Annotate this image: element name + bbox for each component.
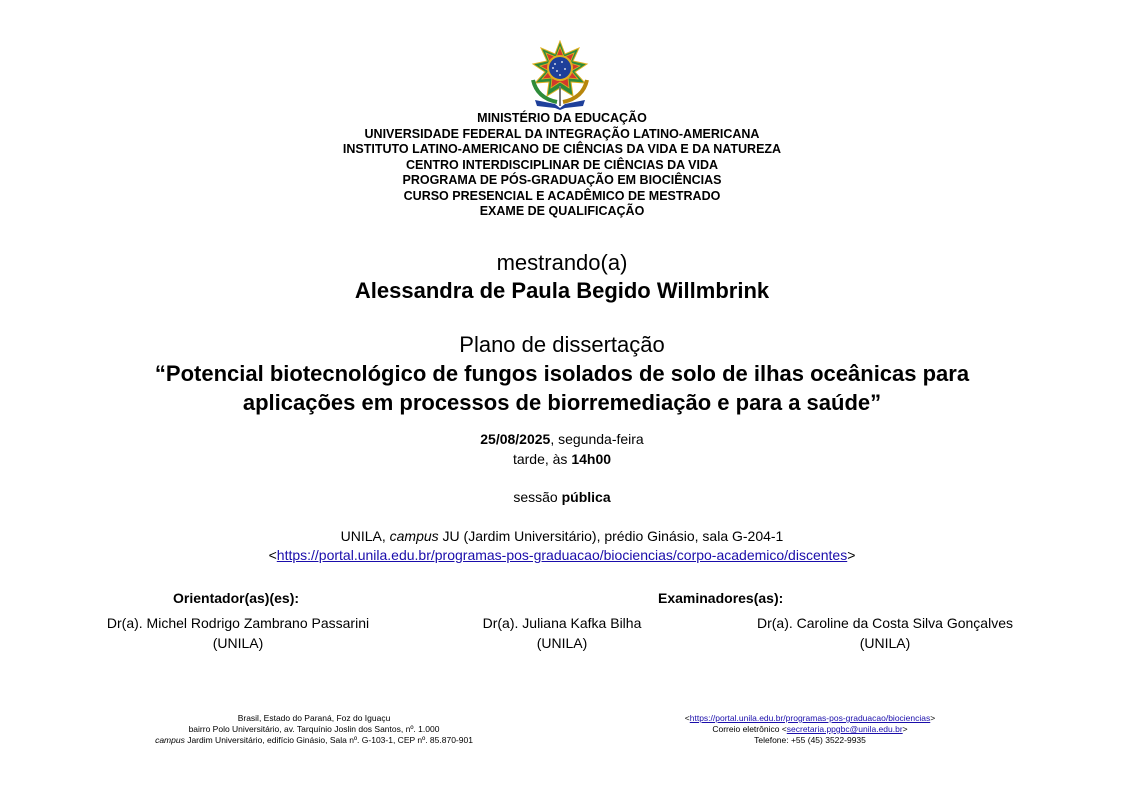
- examiners-heading: Examinadores(as):: [658, 590, 784, 606]
- footer-url-close: >: [930, 713, 936, 723]
- footer-url-open: <: [684, 713, 690, 723]
- footer-address-line-1: Brasil, Estado do Paraná, Foz do Iguaçu: [237, 713, 391, 723]
- footer-email-prefix: Correio eletrônico <: [712, 724, 787, 734]
- session-prefix: sessão: [513, 489, 562, 505]
- document-type: Plano de dissertação: [459, 332, 665, 357]
- header-line-university: UNIVERSIDADE FEDERAL DA INTEGRAÇÃO LATINO-AMERICANA: [364, 126, 760, 141]
- footer-address-line-3: [114, 735, 514, 746]
- footer-campus-word: campus: [155, 735, 185, 745]
- examiner-entry-2: [735, 613, 1035, 653]
- advisor-entry: [88, 613, 388, 653]
- session-type: pública: [561, 489, 611, 505]
- program-link-line: [0, 547, 1124, 563]
- student-name: Alessandra de Paula Begido Willmbrink: [354, 278, 770, 303]
- coat-of-arms-seal: [527, 40, 593, 110]
- advisor-heading: Orientador(as)(es):: [173, 590, 300, 606]
- header-line-center: CENTRO INTERDISCIPLINAR DE CIÊNCIAS DA VIDA: [405, 157, 719, 172]
- examiner-2-name: Dr(a). Caroline da Costa Silva Gonçalves: [757, 615, 1013, 631]
- header-line-exam: EXAME DE QUALIFICAÇÃO: [479, 204, 645, 218]
- program-students-link[interactable]: https://portal.unila.edu.br/programas-pos-graduacao/biociencias/corpo-academico/discentes: [276, 547, 848, 563]
- link-open-bracket: <: [268, 547, 277, 563]
- dissertation-title-line-2: aplicações em processos de biorremediação e para a saúde”: [242, 390, 882, 415]
- student-role: mestrando(a): [496, 250, 628, 275]
- examiner-entry-1: [462, 613, 662, 653]
- footer-email-line: [610, 724, 1010, 735]
- location-prefix: UNILA,: [340, 528, 390, 544]
- exam-weekday: , segunda-feira: [550, 431, 644, 447]
- header-line-course: CURSO PRESENCIAL E ACADÊMICO DE MESTRADO: [403, 188, 721, 203]
- footer-address: [114, 713, 514, 746]
- session-line: [0, 489, 1124, 505]
- institution-header: [0, 111, 1124, 220]
- footer-email-link[interactable]: secretaria.ppgbc@unila.edu.br: [786, 724, 903, 734]
- exam-time: 14h00: [571, 451, 612, 467]
- footer-address-line-2: bairro Polo Universitário, av. Tarquínio Joslin dos Santos, nº. 1.000: [188, 724, 440, 734]
- exam-period: tarde, às: [512, 451, 572, 467]
- location-detail: JU (Jardim Universitário), prédio Ginásio, sala G-204-1: [438, 528, 784, 544]
- examiner-2-institution: (UNILA): [859, 635, 911, 651]
- header-line-institute: INSTITUTO LATINO-AMERICANO DE CIÊNCIAS DA VIDA E DA NATUREZA: [342, 142, 782, 156]
- location-campus-word: campus: [389, 528, 439, 544]
- footer-contact: [610, 713, 1010, 746]
- header-line-ministry: MINISTÉRIO DA EDUCAÇÃO: [477, 111, 647, 125]
- exam-date: 25/08/2025: [480, 431, 551, 447]
- date-line: [0, 431, 1124, 447]
- location-line: [0, 528, 1124, 544]
- header-line-program: PROGRAMA DE PÓS-GRADUAÇÃO EM BIOCIÊNCIAS: [402, 173, 722, 187]
- examiner-1-name: Dr(a). Juliana Kafka Bilha: [482, 615, 642, 631]
- dissertation-title: [0, 359, 1124, 417]
- advisor-institution: (UNILA): [212, 635, 264, 651]
- brazil-coat-of-arms-icon: [527, 40, 593, 110]
- footer-url-line: [610, 713, 1010, 724]
- link-close-bracket: >: [847, 547, 856, 563]
- footer-program-link[interactable]: https://portal.unila.edu.br/programas-pos-graduacao/biociencias: [689, 713, 931, 723]
- dissertation-title-line-1: “Potencial biotecnológico de fungos isolados de solo de ilhas oceânicas para: [154, 361, 970, 386]
- advisor-name: Dr(a). Michel Rodrigo Zambrano Passarini: [106, 615, 370, 631]
- footer-email-suffix: >: [902, 724, 908, 734]
- footer-phone: Telefone: +55 (45) 3522-9935: [754, 735, 866, 745]
- footer-address-line-3-rest: Jardim Universitário, edifício Ginásio, Sala nº. G-103-1, CEP nº. 85.870-901: [184, 735, 473, 745]
- time-line: [0, 451, 1124, 467]
- examiner-1-institution: (UNILA): [536, 635, 588, 651]
